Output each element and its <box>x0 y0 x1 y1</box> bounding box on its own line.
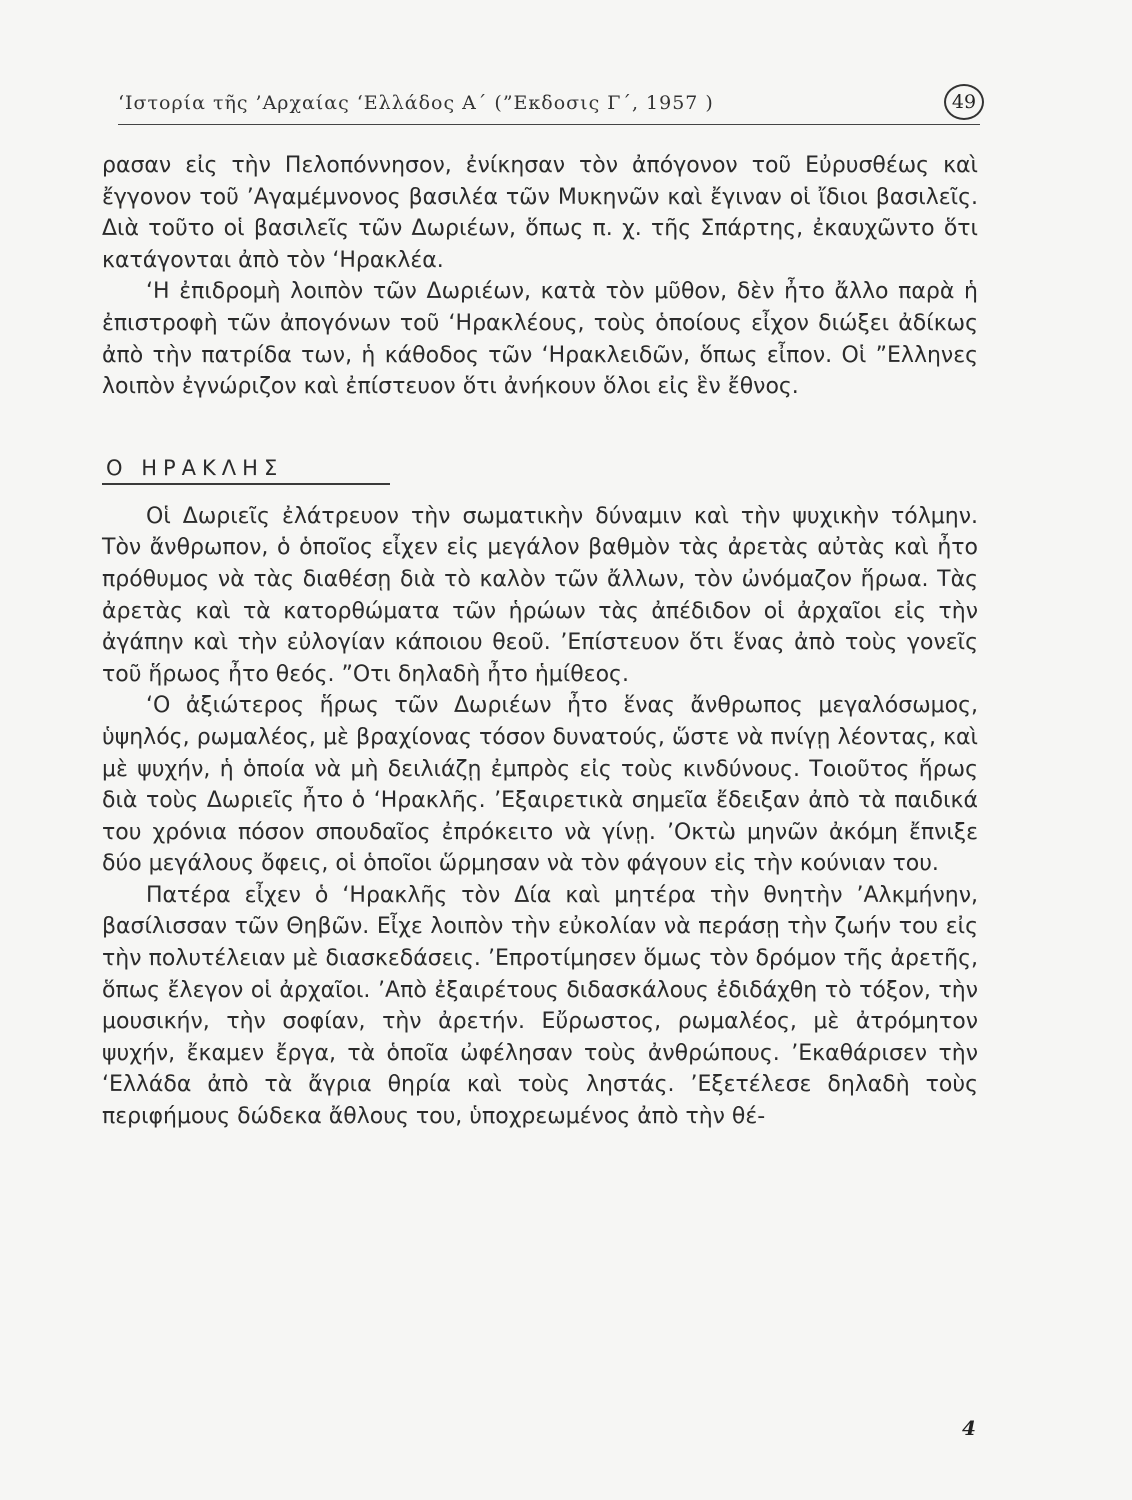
running-header <box>118 88 990 122</box>
running-head-title: ‘Ιστορία τῆς ’Αρχαίας ‘Ελλάδος Α΄ (”Εκδοσις Γ΄, 1957 ) <box>118 92 714 114</box>
section-title: Ο ΗΡΑΚΛΗΣ <box>106 455 284 480</box>
paragraph: ‘Η ἐπιδρομὴ λοιπὸν τῶν Δωριέων, κατὰ τὸν μῦθον, δὲν ἦτο ἄλλο παρὰ ἡ ἐπιστροφὴ τῶν ἀπογόνων τοῦ ‘Ηρακλέους, τοὺς ὁποίους εἶχον διώξει ἀδίκως ἀπὸ τὴν πατρίδα των, ἡ κάθοδος τῶν ‘Ηρακλειδῶν, ὅπως εἶπον. Οἱ ”Ελληνες λοιπὸν ἐγνώριζον καὶ ἐπίστευον ὅτι ἀνήκουν ὅλοι εἰς ἓν ἔθνος. <box>102 279 978 400</box>
page-number-circled: 49 <box>944 84 984 120</box>
header-rule <box>118 124 980 125</box>
paragraph: ‘Ο ἀξιώτερος ἥρως τῶν Δωριέων ἦτο ἕνας ἄνθρωπος μεγαλόσωμος, ὑψηλός, ρωμαλέος, μὲ βραχίονας τόσον δυνατούς, ὥστε νὰ πνίγῃ λέοντας, καὶ μὲ ψυχήν, ἡ ὁποία νὰ μὴ δειλιάζῃ ἐμπρὸς εἰς τοὺς κινδύνους. Τοιοῦτος ἥρως διὰ τοὺς Δωριεῖς ἦτο ὁ ‘Ηρακλῆς. ’Εξαιρετικὰ σημεῖα ἔδειξαν ἀπὸ τὰ παιδικά του χρόνια πόσον σπουδαῖος ἐπρόκειτο νὰ γίνῃ. ’Οκτὼ μηνῶν ἀκόμη ἔπνιξε δύο μεγάλους ὄφεις, οἱ ὁποῖοι ὥρμησαν νὰ τὸν φάγουν εἰς τὴν κούνιαν του. <box>102 693 978 877</box>
paragraph-continued: ρασαν εἰς τὴν Πελοπόννησον, ἐνίκησαν τὸν ἀπόγονον τοῦ Εὐρυσθέως καὶ ἔγγονον τοῦ ’Αγαμέμνονος βασιλέα τῶν Μυκηνῶν καὶ ἔγιναν οἱ ἴδιοι βασιλεῖς. Διὰ τοῦτο οἱ βασιλεῖς τῶν Δωριέων, ὅπως π. χ. τῆς Σπάρτης, ἐκαυχῶντο ὅτι κατάγονται ἀπὸ τὸν ‘Ηρακλέα. <box>102 153 978 273</box>
signature-mark: 4 <box>962 1416 976 1440</box>
section-underline <box>102 483 390 485</box>
page-body <box>102 150 978 1133</box>
section-heading <box>102 453 978 501</box>
paragraph: Πατέρα εἶχεν ὁ ‘Ηρακλῆς τὸν Δία καὶ μητέρα τὴν θνητὴν ’Αλκμήνην, βασίλισσαν τῶν Θηβῶν. Εἶχε λοιπὸν τὴν εὐκολίαν νὰ περάσῃ τὴν ζωήν του εἰς τὴν πολυτέλειαν μὲ διασκεδάσεις. ’Επροτίμησεν ὅμως τὸν δρόμον τῆς ἀρετῆς, ὅπως ἔλεγον οἱ ἀρχαῖοι. ’Απὸ ἐξαιρέτους διδασκάλους ἐδιδάχθη τὸ τόξον, τὴν μουσικήν, τὴν σοφίαν, τὴν ἀρετήν. Εὔρωστος, ρωμαλέος, μὲ ἀτρόμητον ψυχήν, ἔκαμεν ἔργα, τὰ ὁποῖα ὠφέλησαν τοὺς ἀνθρώπους. ’Εκαθάρισεν τὴν ‘Ελλάδα ἀπὸ τὰ ἄγρια θηρία καὶ τοὺς ληστάς. ’Εξετέλεσε δηλαδὴ τοὺς περιφήμους δώδεκα ἄθλους του, ὑποχρεωμένος ἀπὸ τὴν θέ- <box>102 882 978 1130</box>
paragraph: Οἱ Δωριεῖς ἐλάτρευον τὴν σωματικὴν δύναμιν καὶ τὴν ψυχικὴν τόλμην. Τὸν ἄνθρωπον, ὁ ὁποῖος εἶχεν εἰς μεγάλον βαθμὸν τὰς ἀρετὰς αὐτὰς καὶ ἦτο πρόθυμος νὰ τὰς διαθέσῃ διὰ τὸ καλὸν τῶν ἄλλων, τὸν ὠνόμαζον ἥρωα. Τὰς ἀρετὰς καὶ τὰ κατορθώματα τῶν ἡρώων τὰς ἀπέδιδον οἱ ἀρχαῖοι εἰς τὴν ἀγάπην καὶ τὴν εὐλογίαν κάποιου θεοῦ. ’Επίστευον ὅτι ἕνας ἀπὸ τοὺς γονεῖς τοῦ ἥρωος ἦτο θεός. ”Οτι δηλαδὴ ἦτο ἡμίθεος. <box>102 503 978 687</box>
